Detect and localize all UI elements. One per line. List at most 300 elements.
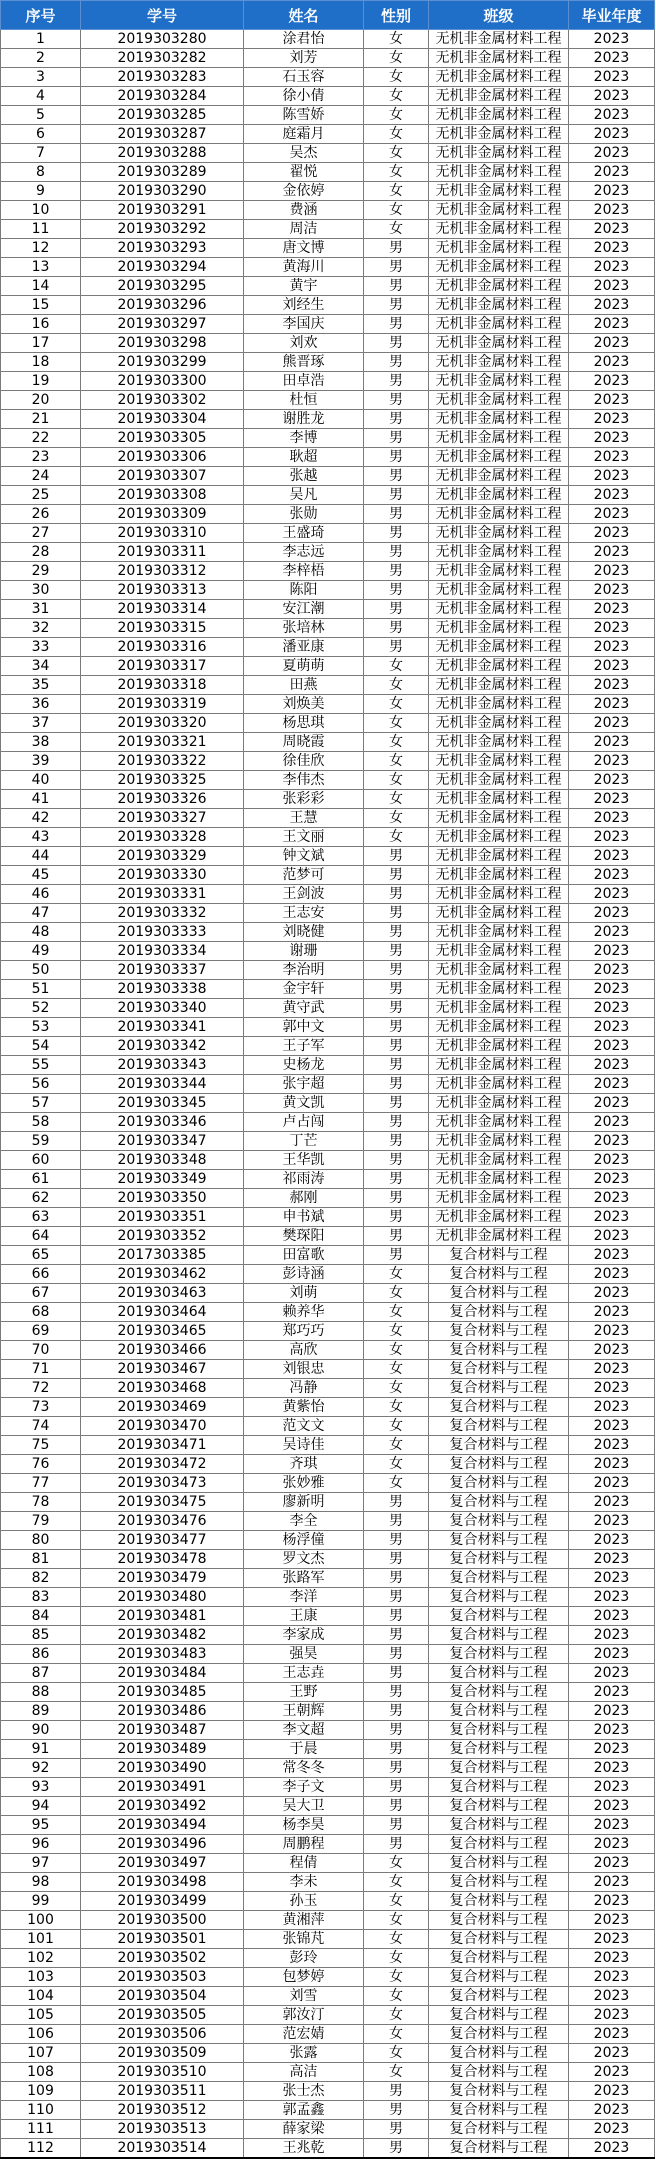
cell-student-id: 2019303284 [81,87,244,106]
cell-graduation-year: 2023 [569,1018,655,1037]
cell-name: 罗文杰 [244,1550,364,1569]
cell-name: 徐小倩 [244,87,364,106]
table-row [1,543,655,562]
cell-graduation-year: 2023 [569,619,655,638]
table-row [1,182,655,201]
cell-student-id: 2019303326 [81,790,244,809]
cell-index: 35 [1,676,81,695]
table-row [1,1664,655,1683]
table-row [1,1759,655,1778]
cell-index: 40 [1,771,81,790]
cell-graduation-year: 2023 [569,467,655,486]
cell-graduation-year: 2023 [569,1474,655,1493]
cell-graduation-year: 2023 [569,1417,655,1436]
table-row [1,391,655,410]
cell-index: 56 [1,1075,81,1094]
cell-class: 复合材料与工程 [429,1759,569,1778]
table-row [1,220,655,239]
table-row [1,904,655,923]
cell-graduation-year: 2023 [569,1189,655,1208]
cell-class: 复合材料与工程 [429,1626,569,1645]
cell-student-id: 2019303513 [81,2120,244,2139]
cell-graduation-year: 2023 [569,1094,655,1113]
cell-gender: 女 [364,1930,429,1949]
cell-graduation-year: 2023 [569,1531,655,1550]
cell-gender: 男 [364,1835,429,1854]
cell-graduation-year: 2023 [569,714,655,733]
cell-gender: 男 [364,315,429,334]
cell-gender: 男 [364,467,429,486]
cell-index: 48 [1,923,81,942]
cell-class: 复合材料与工程 [429,1531,569,1550]
cell-student-id: 2019303487 [81,1721,244,1740]
cell-gender: 女 [364,49,429,68]
cell-class: 无机非金属材料工程 [429,866,569,885]
cell-name: 杨思琪 [244,714,364,733]
cell-index: 9 [1,182,81,201]
cell-student-id: 2019303315 [81,619,244,638]
cell-class: 复合材料与工程 [429,1892,569,1911]
cell-name: 刘雪 [244,1987,364,2006]
cell-name: 吴诗佳 [244,1436,364,1455]
cell-gender: 男 [364,847,429,866]
cell-name: 李子文 [244,1778,364,1797]
cell-index: 42 [1,809,81,828]
cell-student-id: 2019303468 [81,1379,244,1398]
cell-name: 王盛琦 [244,524,364,543]
cell-class: 复合材料与工程 [429,1588,569,1607]
cell-student-id: 2019303340 [81,999,244,1018]
cell-class: 无机非金属材料工程 [429,600,569,619]
cell-graduation-year: 2023 [569,1246,655,1265]
cell-name: 钟文斌 [244,847,364,866]
cell-name: 杨浮僮 [244,1531,364,1550]
cell-index: 24 [1,467,81,486]
table-row [1,1056,655,1075]
table-row [1,562,655,581]
cell-graduation-year: 2023 [569,1341,655,1360]
cell-graduation-year: 2023 [569,1626,655,1645]
cell-class: 无机非金属材料工程 [429,581,569,600]
table-row [1,2044,655,2063]
cell-student-id: 2019303345 [81,1094,244,1113]
cell-name: 范文文 [244,1417,364,1436]
table-row [1,1132,655,1151]
cell-gender: 男 [364,1075,429,1094]
cell-gender: 女 [364,809,429,828]
cell-gender: 女 [364,695,429,714]
cell-name: 范宏婧 [244,2025,364,2044]
cell-gender: 男 [364,942,429,961]
cell-index: 6 [1,125,81,144]
cell-gender: 男 [364,1816,429,1835]
header-gender: 性别 [364,1,429,30]
cell-gender: 女 [364,220,429,239]
cell-name: 熊晋琢 [244,353,364,372]
cell-class: 无机非金属材料工程 [429,296,569,315]
cell-graduation-year: 2023 [569,1816,655,1835]
cell-student-id: 2019303486 [81,1702,244,1721]
cell-class: 无机非金属材料工程 [429,106,569,125]
cell-gender: 男 [364,1227,429,1246]
table-row [1,657,655,676]
cell-name: 田燕 [244,676,364,695]
cell-gender: 男 [364,410,429,429]
cell-student-id: 2019303288 [81,144,244,163]
cell-student-id: 2019303299 [81,353,244,372]
cell-class: 无机非金属材料工程 [429,353,569,372]
cell-name: 刘芳 [244,49,364,68]
cell-index: 97 [1,1854,81,1873]
cell-name: 冯静 [244,1379,364,1398]
cell-graduation-year: 2023 [569,980,655,999]
cell-student-id: 2019303300 [81,372,244,391]
table-row [1,1018,655,1037]
cell-gender: 女 [364,676,429,695]
cell-graduation-year: 2023 [569,1170,655,1189]
cell-name: 张路军 [244,1569,364,1588]
cell-graduation-year: 2023 [569,1113,655,1132]
table-row [1,999,655,1018]
cell-gender: 女 [364,2063,429,2082]
cell-graduation-year: 2023 [569,1721,655,1740]
cell-class: 复合材料与工程 [429,1322,569,1341]
cell-graduation-year: 2023 [569,923,655,942]
cell-gender: 男 [364,258,429,277]
table-row [1,2120,655,2139]
cell-graduation-year: 2023 [569,429,655,448]
cell-class: 无机非金属材料工程 [429,752,569,771]
cell-index: 69 [1,1322,81,1341]
cell-name: 王慧 [244,809,364,828]
cell-gender: 男 [364,1037,429,1056]
cell-name: 张宇超 [244,1075,364,1094]
cell-index: 59 [1,1132,81,1151]
cell-index: 83 [1,1588,81,1607]
cell-index: 66 [1,1265,81,1284]
table-row [1,1474,655,1493]
cell-gender: 女 [364,163,429,182]
cell-index: 77 [1,1474,81,1493]
cell-student-id: 2019303285 [81,106,244,125]
cell-name: 申书斌 [244,1208,364,1227]
cell-gender: 男 [364,600,429,619]
table-row [1,163,655,182]
cell-graduation-year: 2023 [569,1436,655,1455]
cell-index: 21 [1,410,81,429]
cell-name: 李梓梧 [244,562,364,581]
table-row [1,1645,655,1664]
cell-name: 郝刚 [244,1189,364,1208]
cell-gender: 女 [364,1854,429,1873]
cell-gender: 男 [364,1759,429,1778]
table-row [1,809,655,828]
table-row [1,68,655,87]
cell-index: 94 [1,1797,81,1816]
cell-name: 吴大卫 [244,1797,364,1816]
cell-gender: 男 [364,980,429,999]
cell-graduation-year: 2023 [569,1949,655,1968]
cell-class: 复合材料与工程 [429,1303,569,1322]
table-row [1,1189,655,1208]
cell-graduation-year: 2023 [569,30,655,49]
cell-graduation-year: 2023 [569,1968,655,1987]
cell-index: 50 [1,961,81,980]
cell-graduation-year: 2023 [569,2120,655,2139]
table-row [1,885,655,904]
cell-index: 82 [1,1569,81,1588]
cell-name: 谢胜龙 [244,410,364,429]
cell-graduation-year: 2023 [569,1892,655,1911]
cell-gender: 男 [364,372,429,391]
cell-class: 无机非金属材料工程 [429,1094,569,1113]
cell-class: 复合材料与工程 [429,1664,569,1683]
cell-gender: 男 [364,429,429,448]
cell-class: 无机非金属材料工程 [429,1208,569,1227]
table-row [1,1265,655,1284]
table-row [1,1588,655,1607]
table-row [1,714,655,733]
cell-class: 复合材料与工程 [429,1493,569,1512]
cell-index: 28 [1,543,81,562]
header-row [1,1,655,30]
table-row [1,1569,655,1588]
table-row [1,524,655,543]
cell-graduation-year: 2023 [569,372,655,391]
cell-index: 98 [1,1873,81,1892]
cell-class: 复合材料与工程 [429,1550,569,1569]
cell-graduation-year: 2023 [569,790,655,809]
cell-index: 84 [1,1607,81,1626]
table-row [1,1341,655,1360]
cell-class: 无机非金属材料工程 [429,1132,569,1151]
cell-class: 复合材料与工程 [429,1740,569,1759]
table-row [1,1455,655,1474]
cell-student-id: 2019303499 [81,1892,244,1911]
cell-class: 无机非金属材料工程 [429,448,569,467]
cell-gender: 男 [364,1740,429,1759]
cell-class: 无机非金属材料工程 [429,657,569,676]
cell-graduation-year: 2023 [569,1512,655,1531]
cell-name: 薛家梁 [244,2120,364,2139]
cell-class: 无机非金属材料工程 [429,828,569,847]
cell-graduation-year: 2023 [569,1360,655,1379]
cell-name: 刘经生 [244,296,364,315]
cell-graduation-year: 2023 [569,942,655,961]
cell-student-id: 2019303489 [81,1740,244,1759]
cell-index: 85 [1,1626,81,1645]
cell-index: 61 [1,1170,81,1189]
cell-graduation-year: 2023 [569,885,655,904]
cell-index: 12 [1,239,81,258]
cell-index: 20 [1,391,81,410]
table-row [1,201,655,220]
cell-name: 黄守武 [244,999,364,1018]
cell-gender: 男 [364,1246,429,1265]
cell-graduation-year: 2023 [569,1151,655,1170]
cell-graduation-year: 2023 [569,2139,655,2159]
cell-student-id: 2019303481 [81,1607,244,1626]
cell-name: 郑巧巧 [244,1322,364,1341]
cell-class: 无机非金属材料工程 [429,258,569,277]
cell-graduation-year: 2023 [569,1873,655,1892]
cell-gender: 女 [364,1360,429,1379]
table-row [1,847,655,866]
cell-index: 72 [1,1379,81,1398]
cell-name: 周晓霞 [244,733,364,752]
cell-name: 丁芒 [244,1132,364,1151]
cell-index: 107 [1,2044,81,2063]
table-row [1,1816,655,1835]
cell-student-id: 2019303477 [81,1531,244,1550]
cell-class: 复合材料与工程 [429,1645,569,1664]
cell-class: 复合材料与工程 [429,2139,569,2159]
cell-gender: 男 [364,353,429,372]
cell-index: 46 [1,885,81,904]
cell-graduation-year: 2023 [569,353,655,372]
table-row [1,1379,655,1398]
cell-class: 无机非金属材料工程 [429,1037,569,1056]
table-row [1,448,655,467]
cell-student-id: 2019303347 [81,1132,244,1151]
cell-graduation-year: 2023 [569,1265,655,1284]
table-row [1,1683,655,1702]
cell-index: 104 [1,1987,81,2006]
cell-name: 王朝辉 [244,1702,364,1721]
table-row [1,1303,655,1322]
cell-index: 34 [1,657,81,676]
cell-graduation-year: 2023 [569,1493,655,1512]
cell-gender: 女 [364,1968,429,1987]
cell-name: 李治明 [244,961,364,980]
cell-index: 11 [1,220,81,239]
cell-student-id: 2019303494 [81,1816,244,1835]
table-row [1,486,655,505]
cell-graduation-year: 2023 [569,1645,655,1664]
table-row [1,1208,655,1227]
cell-gender: 男 [364,1683,429,1702]
cell-class: 复合材料与工程 [429,1360,569,1379]
cell-student-id: 2019303309 [81,505,244,524]
cell-class: 无机非金属材料工程 [429,505,569,524]
cell-gender: 女 [364,182,429,201]
table-row [1,1360,655,1379]
cell-name: 李全 [244,1512,364,1531]
cell-graduation-year: 2023 [569,505,655,524]
cell-index: 57 [1,1094,81,1113]
cell-graduation-year: 2023 [569,1987,655,2006]
cell-gender: 男 [364,961,429,980]
cell-graduation-year: 2023 [569,391,655,410]
cell-class: 复合材料与工程 [429,1379,569,1398]
header-graduation-year: 毕业年度 [569,1,655,30]
table-row [1,1094,655,1113]
table-row [1,1037,655,1056]
cell-index: 38 [1,733,81,752]
cell-index: 2 [1,49,81,68]
cell-name: 彭诗涵 [244,1265,364,1284]
table-row [1,1778,655,1797]
cell-class: 无机非金属材料工程 [429,239,569,258]
cell-class: 无机非金属材料工程 [429,809,569,828]
cell-index: 93 [1,1778,81,1797]
cell-student-id: 2019303510 [81,2063,244,2082]
cell-class: 复合材料与工程 [429,1778,569,1797]
cell-index: 43 [1,828,81,847]
cell-graduation-year: 2023 [569,334,655,353]
cell-graduation-year: 2023 [569,1075,655,1094]
cell-index: 8 [1,163,81,182]
cell-index: 76 [1,1455,81,1474]
cell-class: 复合材料与工程 [429,1265,569,1284]
cell-graduation-year: 2023 [569,49,655,68]
cell-name: 张培林 [244,619,364,638]
cell-gender: 女 [364,1873,429,1892]
cell-name: 黄紫怡 [244,1398,364,1417]
cell-index: 23 [1,448,81,467]
cell-name: 王志安 [244,904,364,923]
cell-index: 37 [1,714,81,733]
cell-student-id: 2019303501 [81,1930,244,1949]
cell-class: 复合材料与工程 [429,1398,569,1417]
cell-class: 复合材料与工程 [429,1683,569,1702]
cell-student-id: 2019303505 [81,2006,244,2025]
cell-class: 复合材料与工程 [429,1569,569,1588]
cell-name: 赖养华 [244,1303,364,1322]
cell-index: 45 [1,866,81,885]
cell-index: 71 [1,1360,81,1379]
cell-class: 无机非金属材料工程 [429,334,569,353]
table-row [1,505,655,524]
cell-student-id: 2019303480 [81,1588,244,1607]
cell-student-id: 2019303322 [81,752,244,771]
table-row [1,353,655,372]
table-row [1,410,655,429]
cell-student-id: 2019303296 [81,296,244,315]
cell-name: 郭中文 [244,1018,364,1037]
cell-class: 复合材料与工程 [429,1797,569,1816]
cell-class: 无机非金属材料工程 [429,1151,569,1170]
cell-name: 包梦婷 [244,1968,364,1987]
table-row [1,1797,655,1816]
table-row [1,1550,655,1569]
table-row [1,1246,655,1265]
cell-name: 张妙雅 [244,1474,364,1493]
cell-gender: 女 [364,1322,429,1341]
cell-index: 15 [1,296,81,315]
cell-student-id: 2019303298 [81,334,244,353]
cell-graduation-year: 2023 [569,2044,655,2063]
cell-class: 无机非金属材料工程 [429,30,569,49]
cell-student-id: 2019303329 [81,847,244,866]
cell-name: 李博 [244,429,364,448]
cell-name: 王康 [244,1607,364,1626]
cell-gender: 男 [364,1056,429,1075]
cell-name: 史杨龙 [244,1056,364,1075]
cell-name: 陈阳 [244,581,364,600]
cell-graduation-year: 2023 [569,562,655,581]
cell-class: 复合材料与工程 [429,1968,569,1987]
cell-index: 112 [1,2139,81,2159]
cell-graduation-year: 2023 [569,2006,655,2025]
cell-class: 复合材料与工程 [429,1911,569,1930]
cell-class: 无机非金属材料工程 [429,486,569,505]
cell-gender: 男 [364,2082,429,2101]
cell-index: 30 [1,581,81,600]
cell-index: 49 [1,942,81,961]
cell-class: 无机非金属材料工程 [429,467,569,486]
cell-index: 53 [1,1018,81,1037]
